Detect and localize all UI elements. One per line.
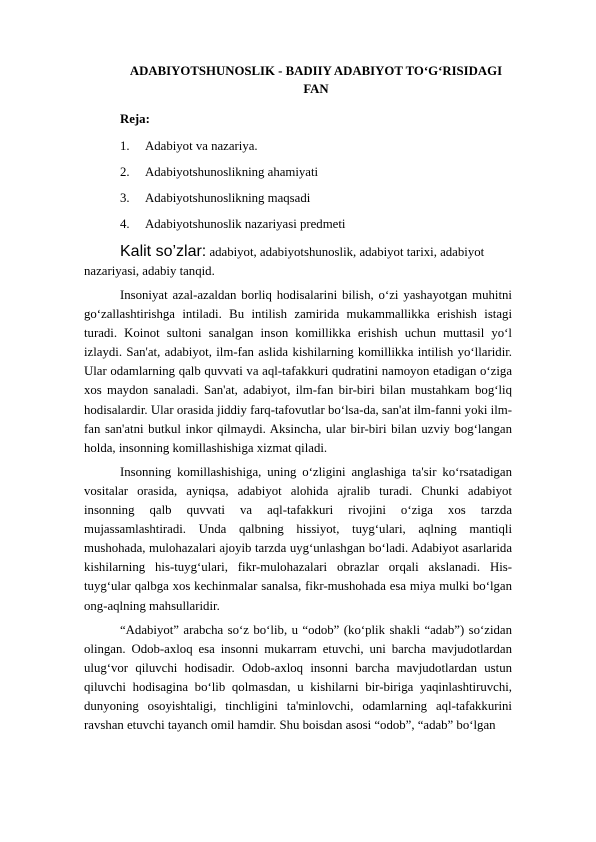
plan-item-text: Adabiyot va nazariya. <box>145 139 258 153</box>
plan-item <box>84 138 512 154</box>
plan-item-text: Adabiyotshunoslik nazariyasi predmeti <box>145 217 346 231</box>
body-paragraph: Insonning komillashishiga, uning o‘zligini anglashiga ta'sir ko‘rsatadigan vositalar orasida, ayniqsa, adabiyot alohida ajralib turadi. Chunki adabiyot insonning qalb quvvati va aql-tafakkuri rivojini o‘ziga xos tarzda mujassamlashtiradi. Unda qalbning hissiyot, tuyg‘ulari, aqlning mantiqli mushohada, mulohazalari ajoyib tarzda uyg‘unlashgan bo‘ladi. Adabiyot asarlarida kishilarning his-tuyg‘ulari, fikr-mulohazalari obrazlar orqali akslanadi. His-tuyg‘ular qalbga xos kechinmalar sanalsa, fikr-mushohada esa miya mulki bo‘lgan ong-aqlning mahsullaridir. <box>84 464 512 613</box>
keywords-text: adabiyot, adabiyotshunoslik, adabiyot tarixi, adabiyot nazariyasi, adabiy tanqid. <box>84 245 485 278</box>
plan-item <box>84 190 512 206</box>
plan-item-number: 3. <box>120 191 130 205</box>
keywords-paragraph <box>84 242 512 281</box>
plan-item-text: Adabiyotshunoslikning maqsadi <box>145 191 311 205</box>
plan-item <box>84 164 512 180</box>
plan-item-number: 2. <box>120 165 130 179</box>
document-page <box>84 62 512 735</box>
plan-item-text: Adabiyotshunoslikning ahamiyati <box>145 165 319 179</box>
plan-item <box>84 216 512 232</box>
plan-item-number: 4. <box>120 217 130 231</box>
body-paragraph: “Adabiyot” arabcha so‘z bo‘lib, u “odob” (ko‘plik shakli “adab”) so‘zidan olingan. Odob-axloq esa insonni mukarram etuvchi, uni barcha mavjudotlardan ulug‘vor qiluvchi hodisadir. Odob-axloq insonni barcha mavjudotlardan ustun qiluvchi hodisagina bo‘lib qolmasdan, u kishilarni bir-biriga yaqinlashtiruvchi, dunyoning osoyishtaligi, tinchligini ta'minlovchi, odamlarning aql-tafakkurini ravshan etuvchi tayanch omil hamdir. Shu boisdan asosi “odob”, “adab” bo‘lgan <box>84 622 512 733</box>
plan-heading: Reja: <box>120 112 150 126</box>
body-paragraph: Insoniyat azal-azaldan borliq hodisalarini bilish, o‘zi yashayotgan muhitni go‘zallashtirishga intiladi. Bu intilish zamirida mukammallikka erishish istagi turadi. Koinot sultoni sanalgan inson komillikka erishish uchun muttasil yo‘l izlaydi. San'at, adabiyot, ilm-fan aslida kishilarning komillikka intilish yo‘llaridir. Ular odamlarning qalb quvvati va aql-tafakkuri qudratini namoyon etadigan o‘ziga xos maydon sanaladi. San'at, adabiyot, ilm-fan bir-biri bilan mustahkam bog‘liq hodisalardir. Ular orasida jiddiy farq-tafovutlar bo‘lsa-da, san'at ilm-fanni yoki ilm-fan san'atni butkul inkor qilmaydi. Aksincha, ular bir-biri bilan uzviy bog‘langan holda, insonning komillashishiga xizmat qiladi. <box>84 288 512 455</box>
plan-item-number: 1. <box>120 139 130 153</box>
document-title: ADABIYOTSHUNOSLIK - BADIIY ADABIYOT TO‘G‘RISIDAGI FAN <box>129 64 503 96</box>
keywords-label: Kalit so’zlar: <box>120 243 207 260</box>
